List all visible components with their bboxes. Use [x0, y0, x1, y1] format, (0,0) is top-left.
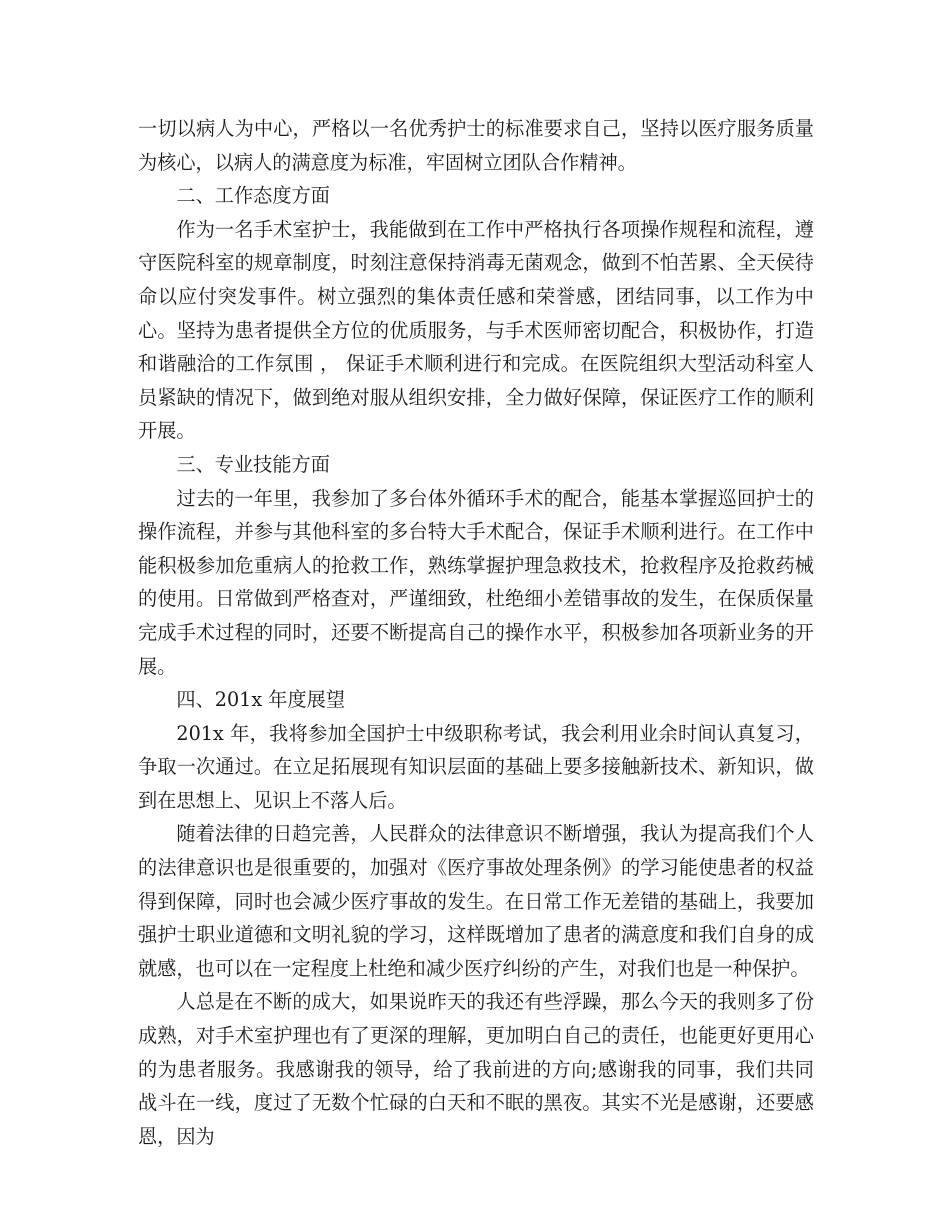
section-heading-professional-skills: 三、专业技能方面: [176, 452, 330, 476]
paragraph-year-outlook: 201x 年，我将参加全国护士中级职称考试，我会利用业余时间认真复习，争取一次通过。在立足拓展现有知识层面的基础上要多接触新技术、新知识，做到在思想上、见识上不落人后。: [138, 721, 814, 812]
document-body: [138, 112, 814, 1153]
paragraph-professional-skills: 过去的一年里，我参加了多台体外循环手术的配合，能基本掌握巡回护士的操作流程，并参与其他科室的多台特大手术配合，保证手术顺利进行。在工作中能积极参加危重病人的抢救工作，熟练掌握护理急救技术，抢救程序及抢救药械的使用。日常做到严格查对，严谨细致，杜绝细小差错事故的发生，在保质保量完成手术过程的同时，还要不断提高自己的操作水平，积极参加各项新业务的开展。: [138, 486, 814, 678]
paragraph-legal-awareness: 随着法律的日趋完善，人民群众的法律意识不断增强，我认为提高我们个人的法律意识也是很重要的，加强对《医疗事故处理条例》的学习能使患者的权益得到保障，同时也会减少医疗事故的发生。在日常工作无差错的基础上，我要加强护士职业道德和文明礼貌的学习，这样既增加了患者的满意度和我们自身的成就感，也可以在一定程度上杜绝和减少医疗纠纷的产生，对我们也是一种保护。: [138, 822, 814, 980]
paragraph-reflection: 人总是在不断的成大，如果说昨天的我还有些浮躁，那么今天的我则多了份成熟，对手术室护理也有了更深的理解，更加明白自己的责任，也能更好更用心的为患者服务。我感谢我的领导，给了我前进的方向;感谢我的同事，我们共同战斗在一线，度过了无数个忙碌的白天和不眠的黑夜。其实不光是感谢，还要感恩，因为: [138, 990, 814, 1148]
paragraph-work-attitude: 作为一名手术室护士，我能做到在工作中严格执行各项操作规程和流程，遵守医院科室的规章制度，时刻注意保持消毒无菌观念，做到不怕苦累、全天侯待命以应付突发事件。树立强烈的集体责任感和荣誉感，团结同事，以工作为中心。坚持为患者提供全方位的优质服务，与手术医师密切配合，积极协作，打造和谐融洽的工作氛围 ， 保证手术顺利进行和完成。在医院组织大型活动科室人员紧缺的情况下，做到绝对服从组织安排，全力做好保障，保证医疗工作的顺利开展。: [138, 217, 814, 443]
paragraph-intro-continued: 一切以病人为中心，严格以一名优秀护士的标准要求自己，坚持以医疗服务质量为核心，以病人的满意度为标准，牢固树立团队合作精神。: [138, 117, 814, 174]
section-heading-work-attitude: 二、工作态度方面: [176, 184, 330, 208]
section-heading-year-outlook: 四、201x 年度展望: [176, 688, 346, 712]
